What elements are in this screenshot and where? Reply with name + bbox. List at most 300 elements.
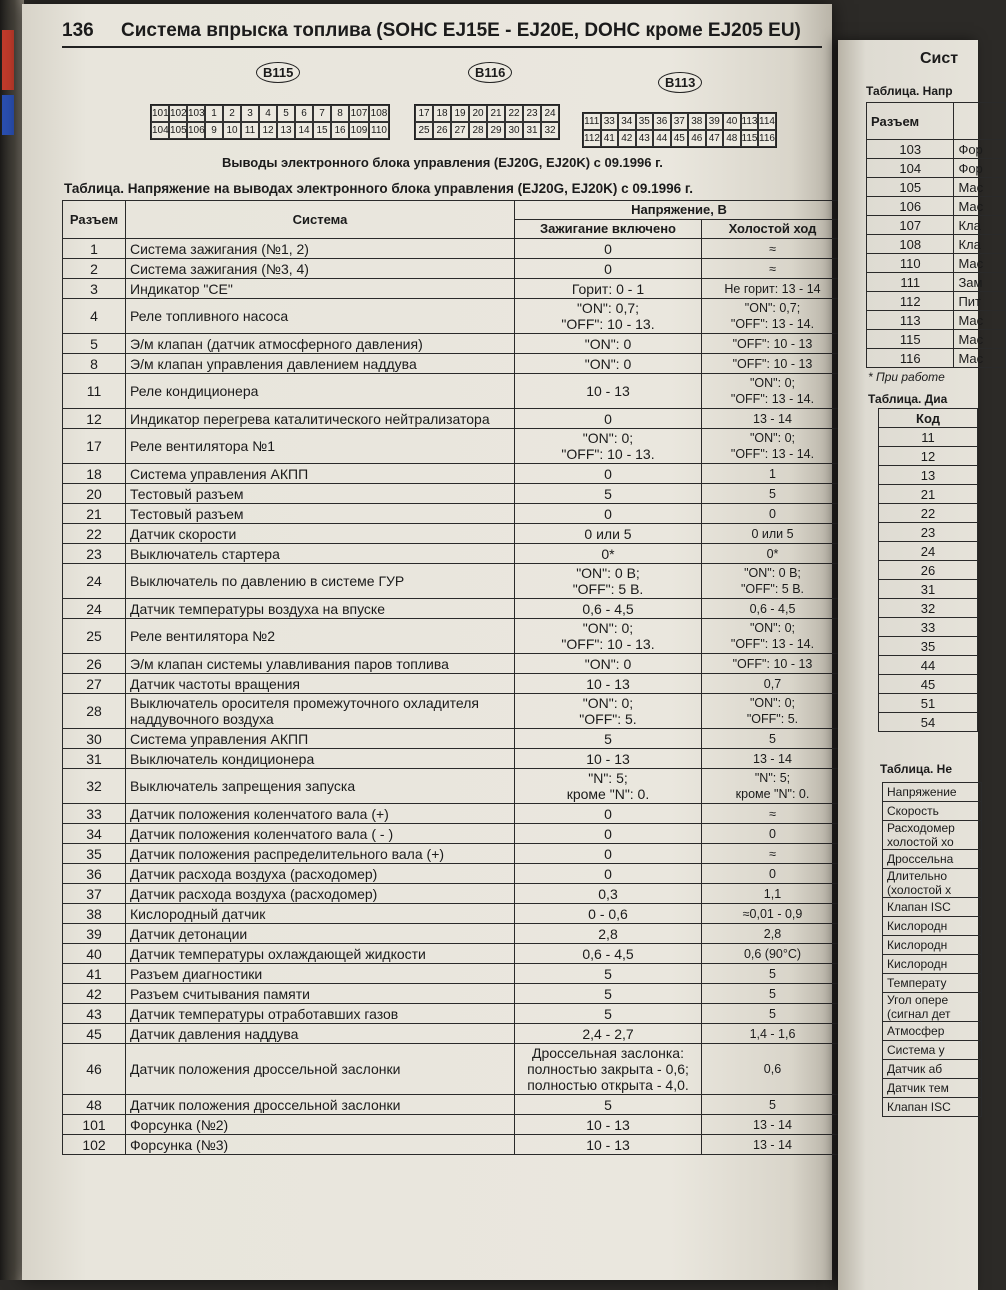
connector-pin: 46 [688,130,706,147]
system-cell: Форсунка (№3) [126,1135,515,1155]
pin-cell: 22 [63,524,126,544]
connector-pin: 44 [653,130,671,147]
idle-voltage-cell: ≈ [702,239,844,259]
ignition-voltage-cell: 0 [515,504,702,524]
connector-pin: 22 [505,105,523,122]
system-cell: Выключатель стартера [126,544,515,564]
table-row [883,1098,982,1117]
idle-voltage-cell: 5 [702,1095,844,1115]
idle-voltage-cell: ≈ [702,804,844,824]
right-table2 [878,408,978,732]
pin-cell: 27 [63,674,126,694]
connector-b116-label: B116 [468,62,512,83]
connector-pin: 41 [601,130,619,147]
code-cell: 54 [879,713,978,732]
ignition-voltage-cell: "ON": 0 [515,654,702,674]
header-idle: Холостой ход [702,220,844,239]
table-row [879,561,978,580]
connector-pin: 114 [758,113,776,130]
pin-cell: 41 [63,964,126,984]
table-row [63,944,844,964]
system-cell: Э/м клапан управления давлением наддува [126,354,515,374]
ignition-voltage-cell: Дроссельная заслонка: полностью закрыта - 0,6; полностью открыта - 4,0. [515,1044,702,1095]
table-row [63,544,844,564]
system-cell: Разъем считывания памяти [126,984,515,1004]
right-table3 [882,782,982,1117]
connector-pin: 15 [313,122,331,139]
system-cell: Кла [954,235,1006,254]
connector-b113-pins [582,112,777,148]
pin-cell: 2 [63,259,126,279]
pin-cell: 102 [63,1135,126,1155]
table-row [63,1044,844,1095]
system-cell: Э/м клапан системы улавливания паров топлива [126,654,515,674]
ignition-voltage-cell: 0 [515,259,702,279]
pin-cell: 46 [63,1044,126,1095]
connector-pin: 111 [583,113,601,130]
idle-voltage-cell: ≈ [702,259,844,279]
system-cell: Датчик скорости [126,524,515,544]
code-cell: 11 [879,428,978,447]
pin-cell: 26 [63,654,126,674]
table-row [63,504,844,524]
ignition-voltage-cell: "ON": 0 В; "OFF": 5 В. [515,564,702,599]
idle-voltage-cell: 1,4 - 1,6 [702,1024,844,1044]
pin-cell: 24 [63,599,126,619]
table-row [867,216,1006,235]
parameter-cell: Расходомер холостой хо [883,821,982,850]
parameter-cell: Кислородн [883,917,982,936]
system-cell: Датчик положения дроссельной заслонки [126,1044,515,1095]
table-row [883,955,982,974]
table-row [63,769,844,804]
system-cell: Форсунка (№2) [126,1115,515,1135]
system-cell: Выключатель запрещения запуска [126,769,515,804]
page-title: Система впрыска топлива (SOHC EJ15E - EJ20E, DOHC кроме EJ205 EU) [120,20,801,41]
table-row [63,804,844,824]
table-row [879,523,978,542]
table-row [63,239,844,259]
table-row [883,974,982,993]
idle-voltage-cell: 0* [702,544,844,564]
pin-cell: 17 [63,429,126,464]
right-table1 [866,102,1006,368]
pin-cell: 104 [867,159,954,178]
table-row [867,311,1006,330]
pin-cell: 32 [63,769,126,804]
connector-pin: 18 [433,105,451,122]
pin-cell: 106 [867,197,954,216]
idle-voltage-cell: 13 - 14 [702,1115,844,1135]
table-row [867,103,1006,140]
table-row [867,349,1006,368]
table-row [879,694,978,713]
idle-voltage-cell: ≈ [702,844,844,864]
table-row [879,466,978,485]
connector-pin: 104 [151,122,169,139]
parameter-cell: Температу [883,974,982,993]
right-page [838,40,984,1290]
parameter-cell: Система у [883,1041,982,1060]
connector-pin: 9 [205,122,223,139]
connector-pin: 4 [259,105,277,122]
pin-cell: 116 [867,349,954,368]
ignition-voltage-cell: 10 - 13 [515,674,702,694]
connector-pin: 40 [723,113,741,130]
table-row [883,802,982,821]
connector-pin: 35 [636,113,654,130]
pin-cell: 30 [63,729,126,749]
connector-pin: 39 [706,113,724,130]
table-row [63,429,844,464]
connector-pin: 8 [331,105,349,122]
system-cell: Мас [954,178,1006,197]
table-row [879,713,978,732]
idle-voltage-cell: 0,7 [702,674,844,694]
idle-voltage-cell: "ON": 0; "OFF": 13 - 14. [702,374,844,409]
system-cell: Мас [954,197,1006,216]
table-row [63,484,844,504]
ignition-voltage-cell: 0 - 0,6 [515,904,702,924]
system-cell: Тестовый разъем [126,484,515,504]
table-row [63,824,844,844]
pin-cell: 34 [63,824,126,844]
table-row [63,964,844,984]
pin-cell: 21 [63,504,126,524]
table-row [63,729,844,749]
connector-b115-label: B115 [256,62,300,83]
connector-pin: 11 [241,122,259,139]
ignition-voltage-cell: "N": 5; кроме "N": 0. [515,769,702,804]
code-cell: 45 [879,675,978,694]
ignition-voltage-cell: 10 - 13 [515,1135,702,1155]
pin-cell: 5 [63,334,126,354]
system-cell: Датчик давления наддува [126,1024,515,1044]
system-cell: Кла [954,216,1006,235]
book-spine-edge [0,0,24,1280]
idle-voltage-cell: 2,8 [702,924,844,944]
pin-cell: 25 [63,619,126,654]
table-row [883,869,982,898]
system-cell: Датчик положения коленчатого вала ( - ) [126,824,515,844]
table-row [883,917,982,936]
idle-voltage-cell: 0 [702,864,844,884]
connector-pin: 45 [671,130,689,147]
connector-pin: 30 [505,122,523,139]
code-cell: 31 [879,580,978,599]
connector-pin: 116 [758,130,776,147]
connector-pin: 32 [541,122,559,139]
pin-cell: 38 [63,904,126,924]
table-row [63,984,844,1004]
connector-pin: 43 [636,130,654,147]
system-cell: Кислородный датчик [126,904,515,924]
voltage-table-body [63,239,844,1155]
connector-pin: 1 [205,105,223,122]
system-cell: Тестовый разъем [126,504,515,524]
idle-voltage-cell: 5 [702,984,844,1004]
table-row [883,1079,982,1098]
pin-cell: 113 [867,311,954,330]
voltage-table [62,200,844,1155]
connector-pin: 106 [187,122,205,139]
table-row [883,936,982,955]
right-table3-title: Таблица. Не [880,762,953,776]
pin-cell: 18 [63,464,126,484]
connector-pin: 38 [688,113,706,130]
ignition-voltage-cell: "ON": 0; "OFF": 5. [515,694,702,729]
parameter-cell: Дроссельна [883,850,982,869]
pin-cell: 31 [63,749,126,769]
connector-pin: 112 [583,130,601,147]
idle-voltage-cell: "ON": 0 В; "OFF": 5 В. [702,564,844,599]
parameter-cell: Длительно (холостой х [883,869,982,898]
idle-voltage-cell: "ON": 0,7; "OFF": 13 - 14. [702,299,844,334]
system-cell: Датчик детонации [126,924,515,944]
idle-voltage-cell: 13 - 14 [702,749,844,769]
table-row [883,993,982,1022]
connector-pin: 47 [706,130,724,147]
code-cell: 12 [879,447,978,466]
table-row [883,898,982,917]
parameter-cell: Скорость [883,802,982,821]
pin-cell: 48 [63,1095,126,1115]
system-cell: Разъем диагностики [126,964,515,984]
pin-cell: 33 [63,804,126,824]
system-cell: Пит [954,292,1006,311]
connector-pin: 14 [295,122,313,139]
system-cell: Зам [954,273,1006,292]
pin-cell: 4 [63,299,126,334]
parameter-cell: Клапан ISC [883,1098,982,1117]
idle-voltage-cell: 5 [702,1004,844,1024]
connector-pin: 103 [187,105,205,122]
pin-cell: 107 [867,216,954,235]
system-cell: Датчик расхода воздуха (расходомер) [126,864,515,884]
system-cell: Фор [954,140,1006,159]
pin-cell: 24 [63,564,126,599]
table-row [63,904,844,924]
connector-pin: 102 [169,105,187,122]
connector-pin: 36 [653,113,671,130]
ignition-voltage-cell: "ON": 0 [515,334,702,354]
idle-voltage-cell: 0 [702,824,844,844]
table-row [879,599,978,618]
system-cell: Датчик положения распределительного вала (+) [126,844,515,864]
idle-voltage-cell: "N": 5; кроме "N": 0. [702,769,844,804]
pin-cell: 110 [867,254,954,273]
idle-voltage-cell: 0,6 [702,1044,844,1095]
ignition-voltage-cell: 5 [515,1004,702,1024]
table-row [63,334,844,354]
parameter-cell: Кислородн [883,936,982,955]
connector-pin: 109 [349,122,369,139]
ignition-voltage-cell: 2,8 [515,924,702,944]
table-row [63,564,844,599]
system-cell: Реле кондиционера [126,374,515,409]
right-table1-title: Таблица. Напр [866,84,953,98]
code-cell: 24 [879,542,978,561]
system-cell: Мас [954,254,1006,273]
ignition-voltage-cell: 5 [515,984,702,1004]
system-cell: Мас [954,349,1006,368]
connector-pin: 29 [487,122,505,139]
connector-pin: 37 [671,113,689,130]
pin-cell: 37 [63,884,126,904]
ignition-voltage-cell: "ON": 0,7; "OFF": 10 - 13. [515,299,702,334]
idle-voltage-cell: 5 [702,729,844,749]
system-cell: Выключатель по давлению в системе ГУР [126,564,515,599]
parameter-cell: Датчик тем [883,1079,982,1098]
code-cell: 22 [879,504,978,523]
header-pin: Разъем [63,201,126,239]
table-row [879,675,978,694]
idle-voltage-cell: ≈0,01 - 0,9 [702,904,844,924]
header-voltage: Напряжение, В [515,201,844,220]
connector-pin: 107 [349,105,369,122]
table-row [63,354,844,374]
connector-pin: 48 [723,130,741,147]
pin-cell: 36 [63,864,126,884]
header-system: Система [126,201,515,239]
pin-cell: 8 [63,354,126,374]
table-row [879,618,978,637]
pin-cell: 105 [867,178,954,197]
table-row [883,783,982,802]
ignition-voltage-cell: 0 [515,844,702,864]
system-cell: Датчик положения коленчатого вала (+) [126,804,515,824]
table-row [63,299,844,334]
page-number: 136 [62,20,94,41]
table-row [867,273,1006,292]
ignition-voltage-cell: 0 [515,824,702,844]
table-row [63,749,844,769]
table-row [63,884,844,904]
ignition-voltage-cell: Горит: 0 - 1 [515,279,702,299]
idle-voltage-cell: "OFF": 10 - 13 [702,354,844,374]
table-row [63,654,844,674]
table-row [879,504,978,523]
system-cell: Реле вентилятора №1 [126,429,515,464]
pin-cell: 1 [63,239,126,259]
pin-cell: 28 [63,694,126,729]
ignition-voltage-cell: 2,4 - 2,7 [515,1024,702,1044]
pin-cell: 43 [63,1004,126,1024]
ignition-voltage-cell: 10 - 13 [515,749,702,769]
connector-pin: 21 [487,105,505,122]
parameter-cell: Клапан ISC [883,898,982,917]
idle-voltage-cell: "OFF": 10 - 13 [702,334,844,354]
connector-caption: Выводы электронного блока управления (EJ20G, EJ20K) с 09.1996 г. [222,155,663,170]
table-row [63,599,844,619]
ignition-voltage-cell: 10 - 13 [515,374,702,409]
connector-pin: 6 [295,105,313,122]
ignition-voltage-cell: "ON": 0; "OFF": 10 - 13. [515,619,702,654]
code-cell: 32 [879,599,978,618]
system-cell: Индикатор "CE" [126,279,515,299]
idle-voltage-cell: 13 - 14 [702,1135,844,1155]
table-row [867,178,1006,197]
idle-voltage-cell: 1,1 [702,884,844,904]
ignition-voltage-cell: 10 - 13 [515,1115,702,1135]
ignition-voltage-cell: "ON": 0 [515,354,702,374]
code-cell: 35 [879,637,978,656]
idle-voltage-cell: 1 [702,464,844,484]
connector-pin: 20 [469,105,487,122]
ignition-voltage-cell: 0 [515,804,702,824]
right-table2-title: Таблица. Диа [868,392,948,406]
connector-pin: 25 [415,122,433,139]
connector-pin: 115 [741,130,759,147]
parameter-cell: Датчик аб [883,1060,982,1079]
table-row [63,259,844,279]
idle-voltage-cell: "OFF": 10 - 13 [702,654,844,674]
ignition-voltage-cell: 0 или 5 [515,524,702,544]
table-row [879,485,978,504]
table-row [879,428,978,447]
connector-pin: 2 [223,105,241,122]
idle-voltage-cell: "ON": 0; "OFF": 13 - 14. [702,619,844,654]
connector-pin: 28 [469,122,487,139]
idle-voltage-cell: 0,6 - 4,5 [702,599,844,619]
ignition-voltage-cell: 5 [515,729,702,749]
idle-voltage-cell: 0 или 5 [702,524,844,544]
table-row [63,464,844,484]
ignition-voltage-cell: 0 [515,864,702,884]
code-cell: 21 [879,485,978,504]
connector-pin: 34 [618,113,636,130]
system-cell: Датчик частоты вращения [126,674,515,694]
connector-pin: 24 [541,105,559,122]
empty-cell [954,103,1006,140]
connector-pin: 16 [331,122,349,139]
table-row [63,1135,844,1155]
table-row [63,924,844,944]
system-cell: Система управления АКПП [126,729,515,749]
table-row [63,1095,844,1115]
table-row [63,844,844,864]
table-row [883,850,982,869]
right-table1-header: Разъем [867,103,954,140]
system-cell: Реле топливного насоса [126,299,515,334]
connector-pin: 113 [741,113,759,130]
table-row [883,1041,982,1060]
connector-pin: 105 [169,122,187,139]
system-cell: Система управления АКПП [126,464,515,484]
connector-pin: 23 [523,105,541,122]
code-cell: 13 [879,466,978,485]
pin-cell: 111 [867,273,954,292]
table-row [867,140,1006,159]
connector-pin: 42 [618,130,636,147]
connector-pin: 17 [415,105,433,122]
ignition-voltage-cell: 5 [515,964,702,984]
table-row [63,864,844,884]
connector-b116-pins [414,104,560,140]
table-row [867,235,1006,254]
table-row [63,279,844,299]
table-row [879,409,978,428]
header-ignition: Зажигание включено [515,220,702,239]
parameter-cell: Напряжение [883,783,982,802]
system-cell: Выключатель оросителя промежуточного охладителя наддувочного воздуха [126,694,515,729]
connector-pin: 101 [151,105,169,122]
code-cell: 51 [879,694,978,713]
connector-pin: 26 [433,122,451,139]
pin-cell: 40 [63,944,126,964]
table-row [879,542,978,561]
pin-cell: 108 [867,235,954,254]
